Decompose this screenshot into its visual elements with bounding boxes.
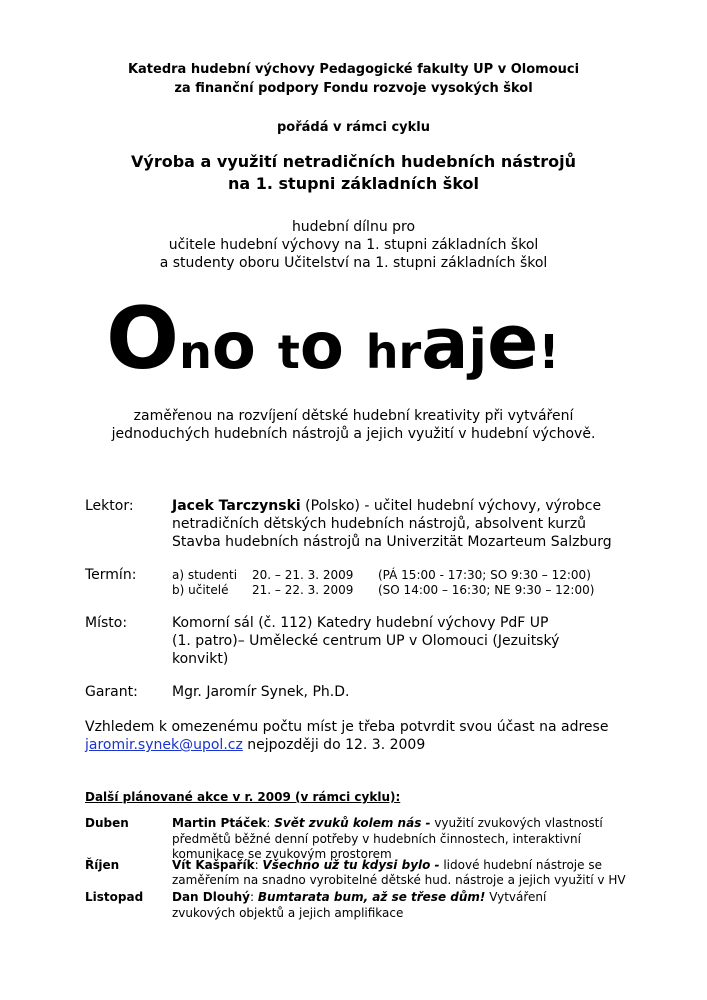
event-sep: : bbox=[254, 858, 263, 872]
misto-line-2: (1. patro)– Umělecké centrum UP v Olomouci (Jezuitský bbox=[172, 633, 560, 649]
organizer-line-3: pořádá v rámci cyklu bbox=[277, 120, 430, 135]
termin-date-b: 21. – 22. 3. 2009 bbox=[252, 583, 354, 597]
misto-line-1: Komorní sál (č. 112) Katedry hudební výchovy PdF UP bbox=[172, 615, 549, 631]
event-person: Dan Dlouhý bbox=[172, 890, 251, 904]
event-month: Duben bbox=[85, 816, 129, 830]
registration-line-2 bbox=[85, 736, 425, 755]
headline-letter: hr bbox=[365, 325, 422, 379]
lektor-desc: (Polsko) - učitel hudební výchovy, výrobce bbox=[300, 498, 602, 514]
termin-label: Termín: bbox=[85, 567, 137, 583]
event-month: Listopad bbox=[85, 890, 144, 904]
event-line-2: předmětů běžné denní potřeby v hudebních činnostech, interaktivní bbox=[172, 832, 581, 846]
event-title: Všechno už tu kdysi bylo - bbox=[262, 858, 440, 872]
misto-label: Místo: bbox=[85, 615, 128, 631]
event-person: Martin Ptáček bbox=[172, 816, 267, 830]
organizer-line-1: Katedra hudební výchovy Pedagogické fakulty UP v Olomouci bbox=[127, 62, 580, 77]
event-title: Svět zvuků kolem nás - bbox=[274, 816, 431, 830]
event-line-1 bbox=[172, 889, 546, 905]
misto-line-3: konvikt) bbox=[172, 651, 229, 667]
event-person: Vít Kašpařík bbox=[172, 858, 255, 872]
headline-letter: a bbox=[421, 303, 469, 385]
focus-line-1: zaměřenou na rozvíjení dětské hudební kreativity při vytváření bbox=[133, 408, 574, 424]
further-heading: Další plánované akce v r. 2009 (v rámci cyklu): bbox=[85, 790, 401, 804]
event-title: Bumtarata bum, až se třese dům! bbox=[257, 890, 486, 904]
lektor-line-1 bbox=[172, 497, 601, 516]
event-desc: využití zvukových vlastností bbox=[430, 816, 603, 830]
intro-line-1: hudební dílnu pro bbox=[291, 219, 416, 235]
garant-value: Mgr. Jaromír Synek, Ph.D. bbox=[172, 684, 350, 700]
headline-letter: O bbox=[106, 289, 180, 389]
intro-line-2: učitele hudební výchovy na 1. stupni základních škol bbox=[168, 237, 539, 253]
lektor-name: Jacek Tarczynski bbox=[172, 498, 301, 514]
registration-deadline: nejpozději do 12. 3. 2009 bbox=[242, 737, 426, 753]
headline bbox=[106, 289, 560, 389]
focus-line-2: jednoduchých hudebních nástrojů a jejich využití v hudební výchově. bbox=[111, 426, 596, 442]
headline-letter: e bbox=[487, 297, 539, 386]
headline-letter: o bbox=[211, 310, 256, 384]
termin-time-a: (PÁ 15:00 - 17:30; SO 9:30 – 12:00) bbox=[378, 568, 591, 582]
termin-date-a: 20. – 21. 3. 2009 bbox=[252, 568, 354, 582]
organizer-line-2: za finanční podpory Fondu rozvoje vysokých škol bbox=[174, 81, 533, 96]
event-line-2: zvukových objektů a jejich amplifikace bbox=[172, 906, 404, 920]
termin-who-b: b) učitelé bbox=[172, 583, 229, 597]
headline-letter: ! bbox=[538, 325, 560, 379]
event-month: Říjen bbox=[85, 858, 120, 872]
headline-letter: o bbox=[299, 310, 344, 384]
lektor-line-2: netradičních dětských hudebních nástrojů, absolvent kurzů bbox=[172, 516, 587, 532]
intro-line-3: a studenty oboru Učitelství na 1. stupni základních škol bbox=[159, 255, 548, 271]
event-desc: lidové hudební nástroje se bbox=[439, 858, 602, 872]
garant-label: Garant: bbox=[85, 684, 138, 700]
series-title-line-1: Výroba a využití netradičních hudebních nástrojů bbox=[131, 152, 576, 171]
lektor-label: Lektor: bbox=[85, 498, 134, 514]
termin-who-a: a) studenti bbox=[172, 568, 238, 582]
registration-line-1: Vzhledem k omezenému počtu míst je třeba potvrdit svou účast na adrese bbox=[85, 719, 609, 735]
event-line-2: zaměřením na snadno vyrobitelné dětské hud. nástroje a jejich využití v HV bbox=[172, 873, 626, 887]
event-line-1 bbox=[172, 815, 603, 831]
event-desc: Vytváření bbox=[485, 890, 547, 904]
series-title-line-2: na 1. stupni základních škol bbox=[227, 174, 479, 193]
termin-time-b: (SO 14:00 – 16:30; NE 9:30 – 12:00) bbox=[378, 583, 595, 597]
email-link[interactable]: jaromir.synek@upol.cz bbox=[85, 737, 243, 753]
headline-letter: j bbox=[468, 318, 487, 381]
event-sep: : bbox=[266, 816, 275, 830]
headline-letter: n bbox=[179, 325, 212, 379]
event-line-1 bbox=[172, 857, 602, 873]
event-sep: : bbox=[250, 890, 258, 904]
event-line-3: komunikace se zvukovým prostorem bbox=[172, 847, 392, 861]
headline-letter: t bbox=[277, 325, 300, 379]
lektor-line-3: Stavba hudebních nástrojů na Univerzität Mozarteum Salzburg bbox=[172, 534, 612, 550]
